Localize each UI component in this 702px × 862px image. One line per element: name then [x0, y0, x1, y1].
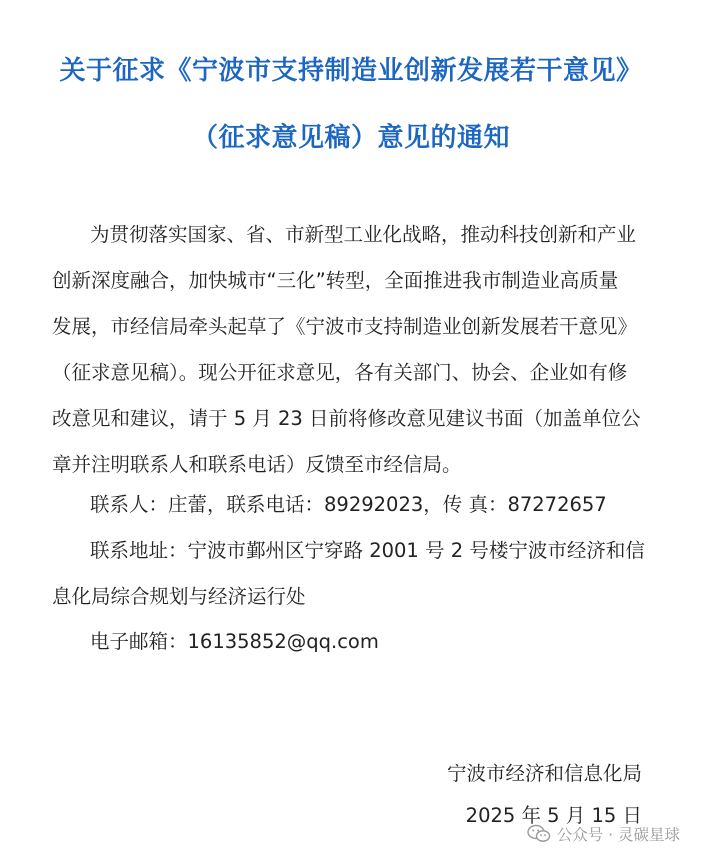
address-paragraph	[52, 528, 645, 620]
wechat-icon	[527, 824, 551, 844]
paragraph-line: 发展，市经信局牵头起草了《宁波市支持制造业创新发展若干意见》	[52, 315, 638, 338]
address-line: 联系地址：宁波市鄞州区宁穿路 2001 号 2 号楼宁波市经济和信	[90, 539, 645, 562]
watermark	[527, 823, 680, 845]
email-paragraph	[52, 619, 379, 665]
contact-line: 联系人：庄蕾，联系电话：89292023，传 真：87272657	[90, 493, 607, 516]
paragraph-line: （征求意见稿）。现公开征求意见，各有关部门、协会、企业如有修	[52, 361, 628, 384]
paragraph-line: 为贯彻落实国家、省、市新型工业化战略，推动科技创新和产业	[90, 223, 637, 246]
paragraph-line: 改意见和建议，请于 5 月 23 日前将修改意见建议书面（加盖单位公	[52, 407, 641, 430]
contact-paragraph	[52, 482, 607, 528]
address-line: 息化局综合规划与经济运行处	[52, 585, 306, 608]
email-line: 电子邮箱：16135852@qq.com	[90, 630, 379, 653]
notice-title-line1: 关于征求《宁波市支持制造业创新发展若干意见》	[59, 56, 643, 86]
watermark-text: 公众号 · 灵碳星球	[556, 826, 680, 844]
notice-title-line2: （征求意见稿）意见的通知	[191, 123, 510, 153]
signature-org: 宁波市经济和信息化局	[446, 762, 642, 785]
signature-date: 2025 年 5 月 15 日	[465, 804, 642, 827]
body-paragraph-1	[52, 212, 641, 488]
paragraph-line: 章并注明联系人和联系电话）反馈至市经信局。	[52, 453, 462, 476]
paragraph-line: 创新深度融合，加快城市“三化”转型，全面推进我市制造业高质量	[52, 269, 619, 292]
